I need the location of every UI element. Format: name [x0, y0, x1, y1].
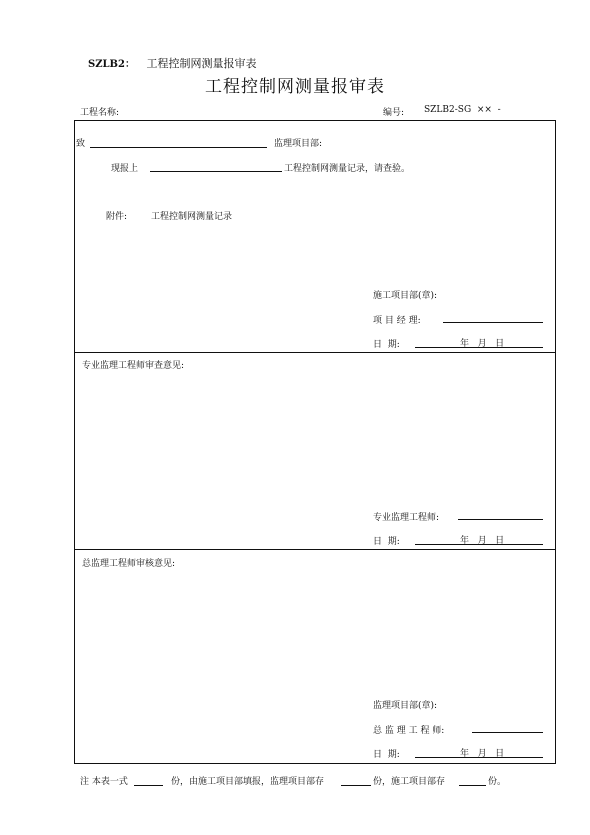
form-frame: [74, 120, 556, 764]
date-label-1: 日 期:: [373, 340, 400, 350]
copies-construction-field[interactable]: [459, 785, 486, 786]
project-name-label: 工程名称:: [80, 108, 120, 118]
copies-supervision-field[interactable]: [341, 785, 371, 786]
attachment-label: 附件:: [106, 212, 128, 222]
supervision-stamp-label: 监理项目部(章):: [373, 701, 438, 711]
page-title: 工程控制网测量报审表: [205, 77, 385, 97]
date-label-2: 日 期:: [373, 537, 400, 547]
footer-note-mid1: 份，由施工项目部填报，监理项目部存: [171, 777, 325, 787]
project-manager-field[interactable]: [443, 322, 543, 323]
specialist-engineer-field[interactable]: [458, 519, 543, 520]
date-ymd-1: 年 月 日: [460, 339, 505, 349]
to-recipient-field[interactable]: [90, 147, 267, 148]
copies-total-field[interactable]: [134, 785, 163, 786]
number-value: SZLB2-SG ×× -: [424, 105, 501, 115]
chief-opinion-label: 总监理工程师审核意见:: [82, 559, 176, 569]
report-suffix: 工程控制网测量记录，请查验。: [284, 164, 411, 174]
chief-engineer-label: 总 监 理 工 程 师:: [373, 726, 445, 736]
supervision-dept-label: 监理项目部:: [274, 139, 323, 149]
footer-note-mid2: 份，施工项目部存: [373, 777, 446, 787]
construction-dept-stamp-label: 施工项目部(章):: [373, 291, 438, 301]
date-ymd-3: 年 月 日: [460, 749, 505, 759]
project-manager-label: 项 目 经 理:: [373, 316, 421, 326]
section-divider-2: [74, 549, 556, 550]
footer-note-prefix: 注 本表一式: [80, 777, 128, 787]
attachment-value: 工程控制网测量记录: [151, 212, 233, 222]
specialist-opinion-label: 专业监理工程师审查意见:: [82, 361, 185, 371]
footer-note-suffix: 份。: [488, 777, 507, 787]
report-prefix: 现报上: [111, 164, 139, 174]
date-label-3: 日 期:: [373, 750, 400, 760]
form-code: [88, 55, 256, 71]
to-label: 致: [76, 139, 86, 149]
report-project-field[interactable]: [150, 171, 282, 172]
chief-engineer-field[interactable]: [472, 732, 543, 733]
form-code-label: SZLB2：: [88, 59, 135, 70]
number-label: 编号:: [383, 108, 405, 118]
date-ymd-2: 年 月 日: [460, 536, 505, 546]
specialist-engineer-label: 专业监理工程师:: [373, 513, 440, 523]
section-divider-1: [74, 352, 556, 353]
form-code-title: 工程控制网测量报审表: [146, 57, 257, 70]
